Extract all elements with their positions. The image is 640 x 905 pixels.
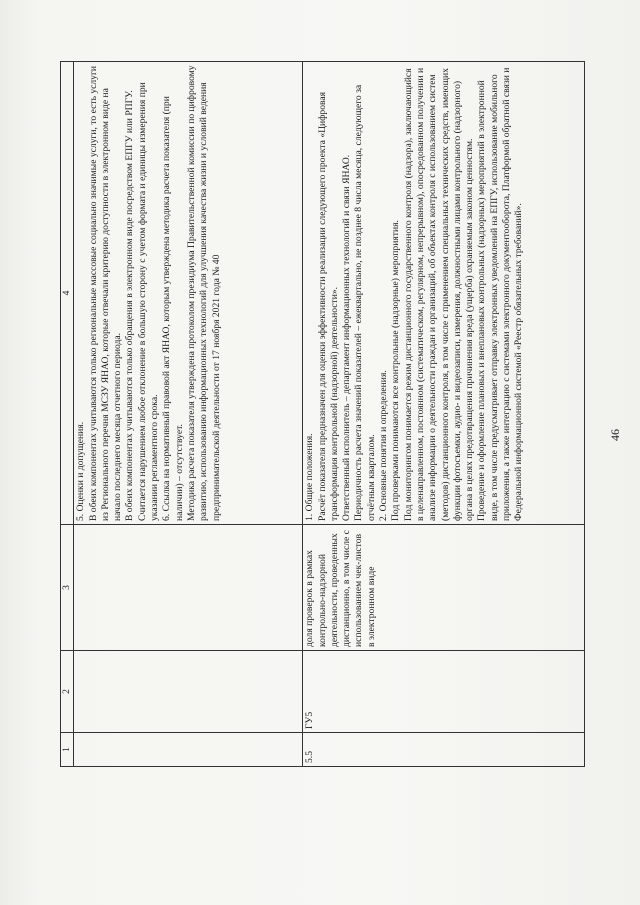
method-paragraph: Считается нарушением любое отклонение в большую сторону с учетом формата и единицы измерения при указании регламентного срока.	[136, 82, 161, 521]
row-method-cell	[303, 62, 585, 525]
table-header-cell: 3	[61, 525, 74, 651]
methodology-table-container	[60, 62, 585, 767]
table-header-cell: 4	[61, 62, 74, 525]
table-header-row	[61, 62, 74, 767]
row-method-cell	[74, 62, 303, 525]
method-paragraph: 5. Оценки и допущения.	[75, 421, 87, 521]
row-indicator-cell	[74, 525, 303, 651]
method-paragraph: Расчёт показателя предназначен для оценки эффективности реализации следующего проекта «Цифровая трансформация контрольной (надзорной) деятельности».	[316, 91, 340, 521]
row-code-cell	[74, 651, 303, 733]
row-number-cell	[74, 733, 303, 767]
method-paragraph: В обеих компонентах учитываются только обращения в электронном виде посредством ЕПГУ или РПГУ.	[124, 90, 136, 521]
page-number: 46	[608, 429, 622, 441]
method-paragraph: Под проверками понимаются все контрольные (надзорные) мероприятия.	[390, 220, 402, 521]
methodology-table	[60, 61, 585, 767]
method-paragraph: Проведение и оформление плановых и внеплановых контрольных (надзорных) мероприятий в электронной виде, в том числе предусматривает отправку электронных уведомлений на ЕПГУ, использование мобильного приложения, а также интеграцию с системами электронного документооборота, Платформой обратной связи и Федеральной информационной системой «Реестр обязательных требований».	[476, 67, 525, 521]
row-code-cell: ГУ5	[303, 651, 585, 733]
method-paragraph: 1. Общие положения.	[304, 433, 316, 521]
row-number-cell: 5.5	[303, 733, 585, 767]
table-header-cell: 1	[61, 733, 74, 767]
method-paragraph: Периодичность расчета значений показателей – ежеквартально, не позднее 8 числа месяца, следующего за отчётным кварталом.	[353, 84, 377, 521]
method-paragraph: В обеих компонентах учитываются только региональные массовые социально значимые услуги, то есть услуги из Регионального перечня МСЗУ ЯНАО, которые отвечали критерию доступности в электронном виде на начало последнего месяца отчетного периода.	[87, 65, 124, 521]
table-row	[74, 62, 303, 767]
table-header-cell: 2	[61, 651, 74, 733]
method-paragraph: Ответственный исполнитель – департамент информационных технологий и связи ЯНАО.	[341, 154, 353, 521]
table-row	[303, 62, 585, 767]
method-paragraph: 6. Ссылка на нормативный правовой акт ЯНАО, которым утверждена методика расчета показателя (при наличии) – отсутствует.	[161, 96, 185, 521]
method-paragraph: Под мониторингом понимается режим дистанционного государственного контроля (надзора), заключающийся в целенаправленном, постоянном (систематическом, регулярном, непрерывном), опосредованном получении и анализе информации о деятельности граждан и организаций, об объектах контроля с использованием систем (методов) дистанционного контроля, в том числе с применением специальных технических средств, имеющих функции фотосъемки, аудио- и видеозаписи, измерения, должностными лицами контрольного (надзорного) органа в целях предотвращения причинения вреда (ущерба) охраняемым законом ценностям.	[402, 67, 476, 521]
row-indicator-cell: доля проверок в рамках контрольно-надзорной деятельности, проведенных дистанционно, в том числе с использованием чек-листов в электронном виде	[303, 525, 585, 651]
method-paragraph: 2. Основные понятия и определения.	[378, 370, 390, 521]
method-paragraph: Методика расчета показателя утверждена протоколом президиума Правительственной комиссии по цифровому развитию, использованию информационных технологий для улучшения качества жизни и условий ведения предпринимательской деятельности от 17 ноября 2021 года № 40	[185, 65, 222, 521]
